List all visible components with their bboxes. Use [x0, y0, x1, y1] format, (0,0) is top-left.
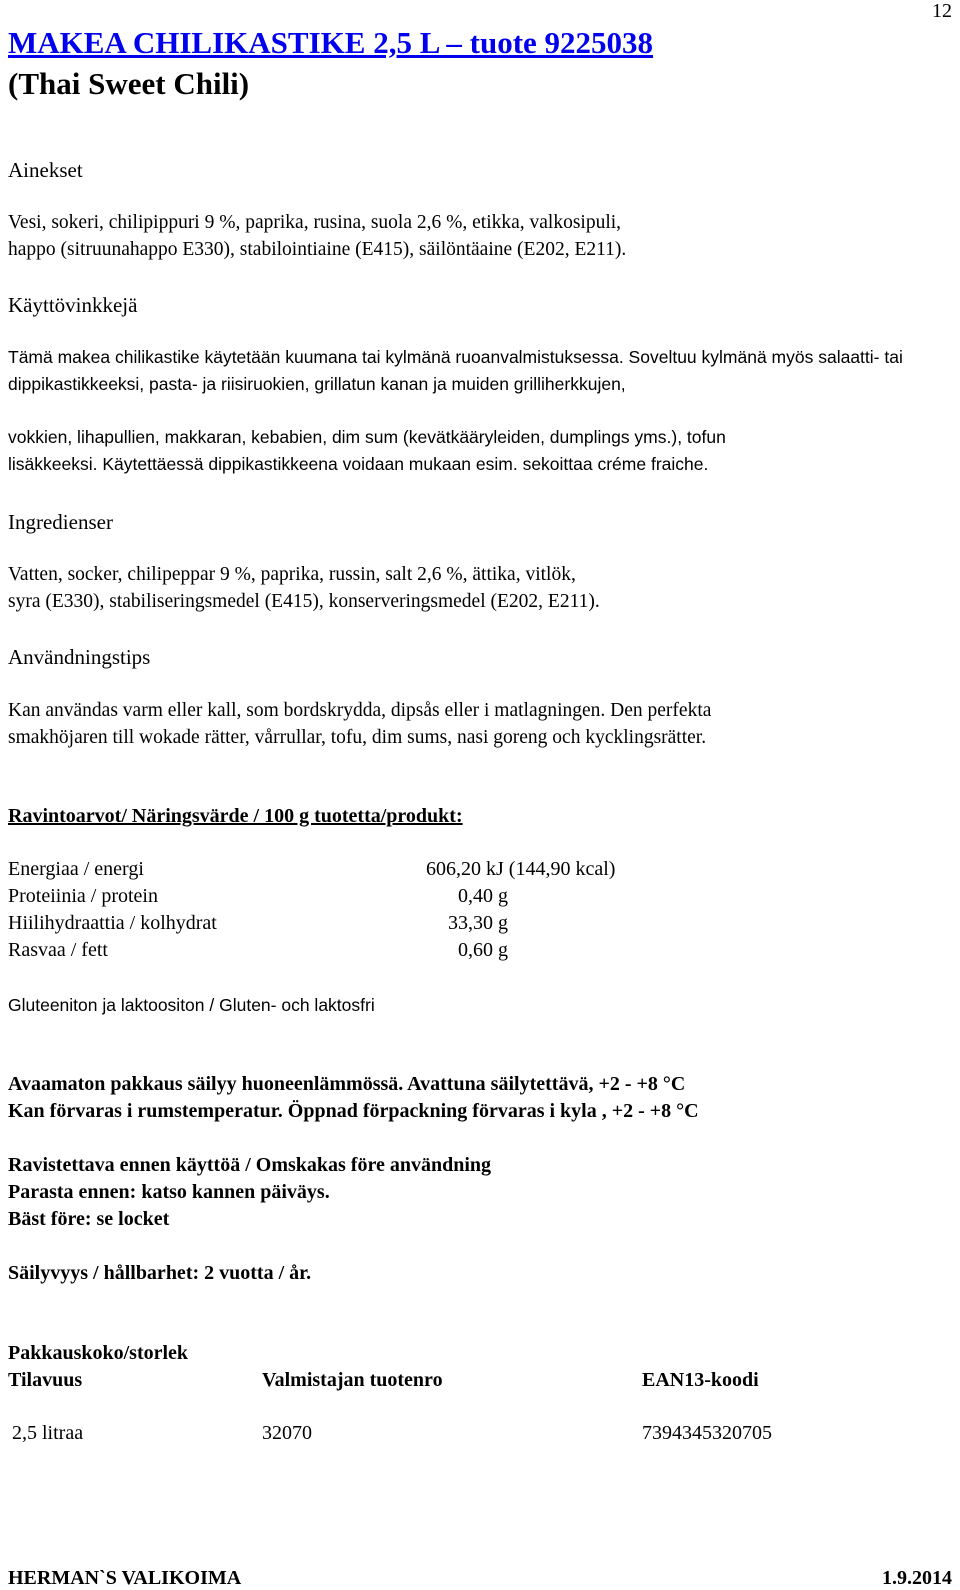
package-col1-header: Tilavuus: [8, 1369, 83, 1391]
package-col3-value: 7394345320705: [642, 1422, 772, 1444]
nutrition-label-protein: Proteiinia / protein: [8, 885, 158, 907]
kaytto-line-1: Tämä makea chilikastike käytetään kuumana tai kylmänä ruoanvalmistuksessa. Soveltuu kylmänä myös salaatti- tai dippikastikkeeksi, pasta- ja riisiruokien, grillatun kanan ja muiden grilliherkkujen,: [8, 347, 903, 394]
nutrition-heading: Ravintoarvot/ Näringsvärde / 100 g tuotetta/produkt:: [8, 805, 463, 827]
page-number: 12: [932, 0, 952, 22]
anv-line-2: smakhöjaren till wokade rätter, vårrullar, tofu, dim sums, nasi goreng och kycklingsrätter.: [8, 727, 707, 748]
nutrition-label-carbs: Hiilihydraattia / kolhydrat: [8, 912, 217, 934]
anv-heading: Användningstips: [8, 645, 151, 669]
package-col3-header: EAN13-koodi: [642, 1369, 759, 1391]
ainekset-line-2: happo (sitruunahappo E330), stabilointiaine (E415), säilöntäaine (E202, E211).: [8, 239, 627, 260]
ingredienser-heading: Ingredienser: [8, 510, 113, 534]
nutrition-label-energy: Energiaa / energi: [8, 858, 144, 880]
package-col2-value: 32070: [262, 1422, 312, 1444]
footer-right: 1.9.2014: [882, 1567, 952, 1589]
nutrition-value-protein: 0,40 g: [458, 885, 508, 907]
storage-line-2: Kan förvaras i rumstemperatur. Öppnad förpackning förvaras i kyla , +2 - +8 °C: [8, 1100, 699, 1122]
kaytto-heading: Käyttövinkkejä: [8, 293, 138, 317]
ingredienser-line-2: syra (E330), stabiliseringsmedel (E415), konserveringsmedel (E202, E211).: [8, 591, 600, 612]
nutrition-value-energy: 606,20 kJ (144,90 kcal): [426, 858, 616, 880]
anv-line-1: Kan användas varm eller kall, som bordskrydda, dipsås eller i matlagningen. Den perfekta: [8, 700, 712, 721]
package-col2-header: Valmistajan tuotenro: [262, 1369, 443, 1391]
package-heading: Pakkauskoko/storlek: [8, 1342, 189, 1364]
gluten-note: Gluteeniton ja laktoositon / Gluten- och laktosfri: [8, 995, 375, 1015]
kaytto-line-4: lisäkkeeksi. Käytettäessä dippikastikkeena voidaan mukaan esim. sekoittaa créme fraiche.: [8, 453, 709, 474]
ainekset-line-1: Vesi, sokeri, chilipippuri 9 %, paprika, rusina, suola 2,6 %, etikka, valkosipuli,: [8, 212, 622, 233]
storage-line-5: Bäst före: se locket: [8, 1208, 170, 1230]
page-title: MAKEA CHILIKASTIKE 2,5 L – tuote 9225038: [8, 25, 654, 60]
kaytto-line-3: vokkien, lihapullien, makkaran, kebabien, dim sum (kevätkääryleiden, dumplings yms.), tofun: [8, 427, 726, 447]
package-col1-value: 2,5 litraa: [12, 1422, 84, 1444]
storage-line-3: Ravistettava ennen käyttöä / Omskakas före användning: [8, 1154, 492, 1176]
storage-line-1: Avaamaton pakkaus säilyy huoneenlämmössä. Avattuna säilytettävä, +2 - +8 °C: [8, 1073, 686, 1095]
storage-line-6: Säilyvyys / hållbarhet: 2 vuotta / år.: [8, 1262, 312, 1284]
footer-left: HERMAN`S VALIKOIMA: [8, 1567, 242, 1589]
page-subtitle: (Thai Sweet Chili): [8, 66, 250, 101]
nutrition-label-fat: Rasvaa / fett: [8, 939, 108, 961]
nutrition-value-fat: 0,60 g: [458, 939, 508, 961]
ingredienser-line-1: Vatten, socker, chilipeppar 9 %, paprika, russin, salt 2,6 %, ättika, vitlök,: [8, 564, 576, 585]
nutrition-value-carbs: 33,30 g: [448, 912, 508, 934]
storage-line-4: Parasta ennen: katso kannen päiväys.: [8, 1181, 330, 1203]
ainekset-heading: Ainekset: [8, 158, 83, 182]
